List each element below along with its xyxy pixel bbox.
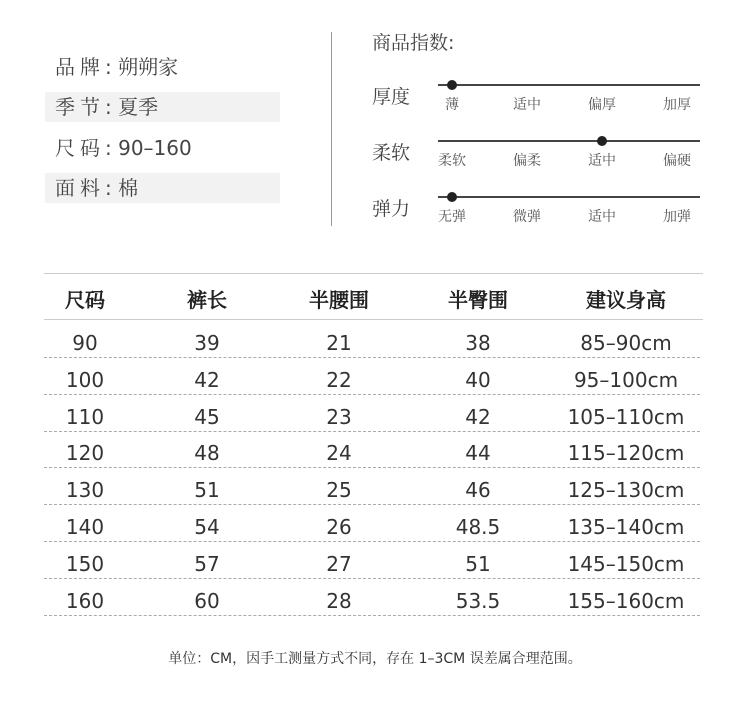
table-cell: 135–140cm — [567, 515, 685, 539]
table-cell: 140 — [65, 515, 105, 539]
info-label: 季节 — [55, 95, 105, 119]
info-label: 尺码 — [55, 136, 105, 160]
info-value: 90–160 — [118, 136, 192, 160]
table-cell: 28 — [326, 588, 352, 613]
table-cell: 42 — [465, 404, 491, 429]
table-cell: 51 — [194, 478, 220, 503]
info-value: 朔朔家 — [118, 55, 179, 79]
table-cell: 27 — [326, 551, 352, 576]
table-cell: 24 — [326, 441, 352, 466]
row-separator — [44, 357, 700, 358]
table-cell: 105–110cm — [567, 404, 685, 429]
index-option: 薄 — [445, 97, 459, 113]
table-cell: 150 — [65, 551, 105, 576]
table-cell: 110 — [65, 404, 105, 429]
table-cell: 42 — [194, 367, 220, 392]
table-cell: 46 — [465, 478, 491, 503]
divider — [331, 32, 332, 226]
index-option: 加厚 — [663, 97, 691, 113]
table-cell: 53.5 — [455, 588, 501, 613]
table-header-cell: 半臀围 — [448, 288, 508, 312]
info-value: 夏季 — [118, 95, 159, 119]
index-track — [438, 140, 700, 142]
row-separator — [44, 541, 700, 542]
measurement-note: 单位：CM，因手工测量方式不同，存在 1–3CM 误差属合理范围。 — [168, 651, 582, 667]
row-separator — [44, 431, 700, 432]
index-option: 柔软 — [438, 153, 466, 169]
index-title: 商品指数: — [372, 32, 455, 54]
index-option: 无弹 — [438, 209, 466, 225]
info-row — [45, 173, 280, 203]
index-marker — [447, 192, 457, 202]
info-colon: : — [105, 95, 119, 119]
info-row — [45, 133, 280, 163]
info-row — [45, 92, 280, 122]
row-separator — [44, 394, 700, 395]
table-header-border — [44, 319, 703, 320]
index-option: 适中 — [513, 97, 541, 113]
info-value: 棉 — [118, 176, 139, 200]
info-row — [45, 52, 280, 82]
info-colon: : — [105, 176, 119, 200]
table-cell: 115–120cm — [567, 441, 685, 466]
info-colon: : — [105, 55, 119, 79]
index-marker — [447, 80, 457, 90]
index-track — [438, 84, 700, 86]
index-name: 厚度 — [372, 86, 411, 108]
index-option: 偏柔 — [513, 153, 541, 169]
row-separator — [44, 467, 700, 468]
table-cell: 39 — [194, 331, 220, 355]
row-separator — [44, 504, 700, 505]
index-name: 柔软 — [372, 142, 411, 164]
table-cell: 25 — [326, 478, 352, 503]
table-cell: 38 — [465, 331, 491, 355]
table-cell: 95–100cm — [573, 367, 679, 392]
table-cell: 48 — [194, 441, 220, 466]
table-cell: 23 — [326, 404, 352, 429]
table-cell: 26 — [326, 515, 352, 539]
info-colon: : — [105, 136, 119, 160]
index-option: 微弹 — [513, 209, 541, 225]
index-option: 适中 — [588, 209, 616, 225]
table-cell: 145–150cm — [567, 551, 685, 576]
table-cell: 51 — [465, 551, 491, 576]
index-option: 偏厚 — [588, 97, 616, 113]
index-option: 加弹 — [663, 209, 691, 225]
index-option: 偏硬 — [663, 153, 691, 169]
table-cell: 60 — [194, 588, 220, 613]
index-track — [438, 196, 700, 198]
index-option: 适中 — [588, 153, 616, 169]
index-name: 弹力 — [372, 198, 411, 220]
table-cell: 125–130cm — [567, 478, 685, 503]
table-cell: 155–160cm — [567, 588, 685, 613]
table-cell: 90 — [72, 331, 98, 355]
table-cell: 100 — [65, 367, 105, 392]
index-marker — [597, 136, 607, 146]
info-label: 品牌 — [55, 55, 105, 79]
table-cell: 40 — [465, 367, 491, 392]
table-cell: 160 — [65, 588, 105, 613]
table-cell: 57 — [194, 551, 220, 576]
table-cell: 21 — [326, 331, 352, 355]
table-header-cell: 半腰围 — [309, 288, 369, 312]
table-cell: 120 — [65, 441, 105, 466]
table-cell: 48.5 — [455, 515, 501, 539]
table-cell: 85–90cm — [580, 331, 672, 355]
row-separator — [44, 615, 700, 616]
table-cell: 45 — [194, 404, 220, 429]
info-label: 面料 — [55, 176, 105, 200]
table-header-cell: 裤长 — [187, 288, 227, 312]
table-cell: 22 — [326, 367, 352, 392]
table-cell: 54 — [194, 515, 220, 539]
table-top-border — [44, 273, 703, 274]
table-cell: 130 — [65, 478, 105, 503]
table-header-cell: 建议身高 — [586, 288, 666, 312]
table-header-cell: 尺码 — [65, 288, 105, 312]
row-separator — [44, 578, 700, 579]
table-cell: 44 — [465, 441, 491, 466]
